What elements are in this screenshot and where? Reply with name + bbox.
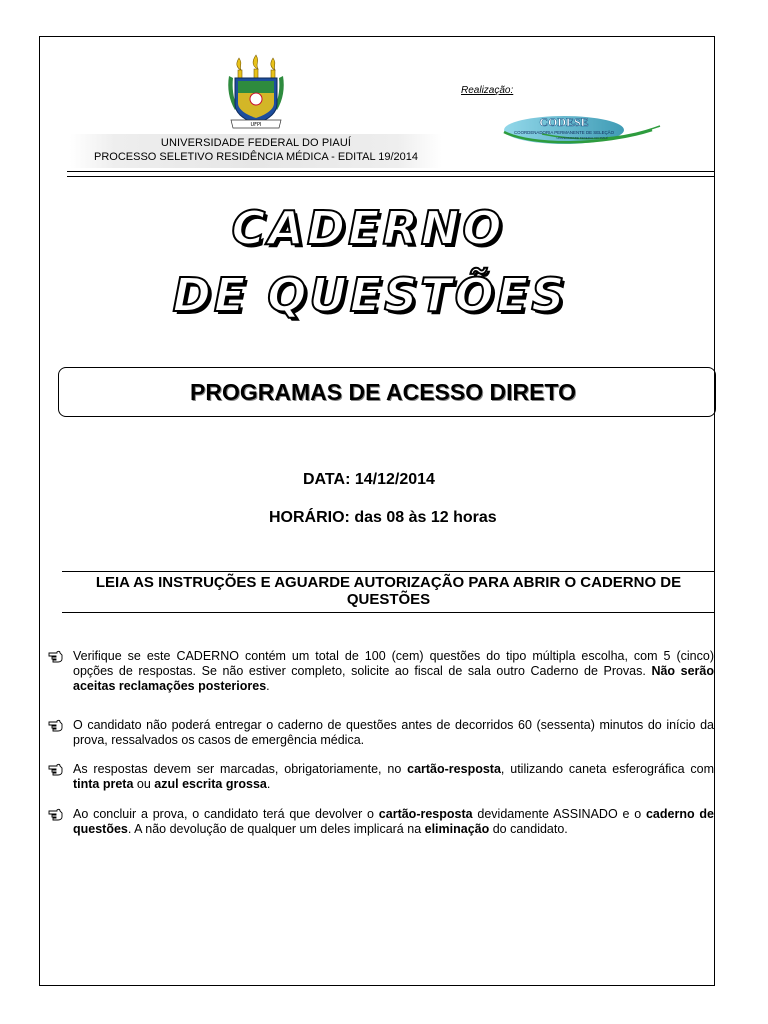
exam-date: DATA: 14/12/2014	[303, 471, 435, 488]
instruction-text: Ao concluir a prova, o candidato terá que devolver o cartão-resposta devidamente ASSINADO e o caderno de questões. A não devolução de qualquer um deles implicará na eliminação do candidato.	[73, 807, 714, 836]
instruction-text: O candidato não poderá entregar o caderno de questões antes de decorridos 60 (sessenta) minutos do início da prova, ressalvados os casos de emergência médica.	[73, 718, 714, 747]
instructions-rule-top	[62, 571, 715, 572]
instructions-heading: LEIA AS INSTRUÇÕES E AGUARDE AUTORIZAÇÃO PARA ABRIR O CADERNO DE QUESTÕES	[95, 574, 682, 608]
instructions-rule-bottom	[62, 612, 715, 613]
instruction-item	[48, 718, 714, 748]
codese-logo-line2: UNIVERSIDADE FEDERAL DO PIAUÍ	[556, 136, 608, 140]
header-divider-2	[67, 176, 715, 177]
pointing-hand-icon	[48, 808, 63, 821]
title-line-2: DE QUESTÕES	[172, 268, 568, 322]
program-title: PROGRAMAS DE ACESSO DIRETO	[190, 378, 576, 405]
exam-time: HORÁRIO: das 08 às 12 horas	[269, 509, 497, 526]
svg-text:UFPI: UFPI	[250, 122, 262, 128]
codese-logo	[502, 112, 662, 152]
pointing-hand-icon	[48, 763, 63, 776]
instruction-text: Verifique se este CADERNO contém um total de 100 (cem) questões do tipo múltipla escolha, com 5 (cinco) opções de respostas. Se não estiver completo, solicite ao fiscal de sala outro Caderno de Provas. Não serão aceitas reclamações posteriores.	[73, 649, 714, 693]
realizacao-label: Realização:	[461, 85, 514, 96]
process-name: PROCESSO SELETIVO RESIDÊNCIA MÉDICA - EDITAL 19/2014	[94, 151, 418, 163]
ufpi-crest-icon	[225, 54, 287, 132]
instruction-item	[48, 649, 714, 694]
pointing-hand-icon	[48, 719, 63, 732]
instruction-item	[48, 762, 714, 792]
codese-logo-line1: COORDENADORIA PERMANENTE DE SELEÇÃO	[513, 130, 615, 135]
codese-logo-name: CODESE	[539, 115, 589, 129]
instruction-item	[48, 807, 714, 837]
pointing-hand-icon	[48, 650, 63, 663]
instruction-text: As respostas devem ser marcadas, obrigatoriamente, no cartão-resposta, utilizando caneta esferográfica com tinta preta ou azul escrita grossa.	[73, 762, 714, 791]
header-divider-1	[67, 171, 715, 172]
program-box	[58, 367, 716, 417]
title-line-1: CADERNO	[231, 201, 505, 255]
university-name: UNIVERSIDADE FEDERAL DO PIAUÍ	[160, 137, 352, 149]
